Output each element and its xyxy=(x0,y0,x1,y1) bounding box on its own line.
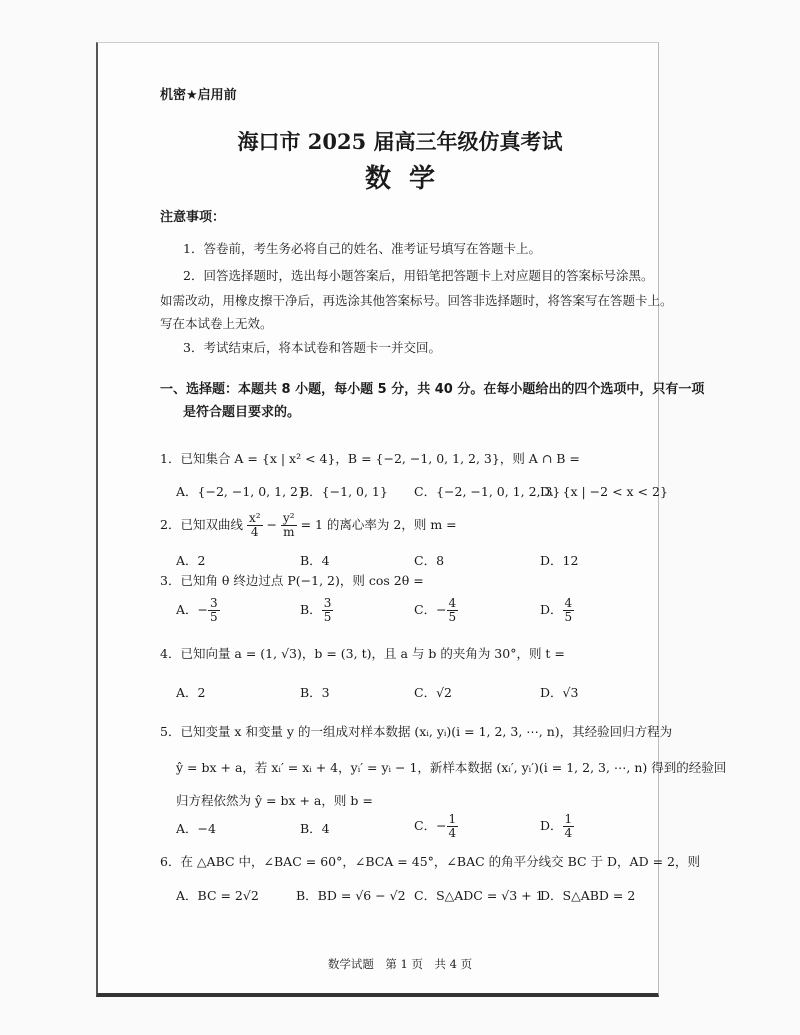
question-5-line-2: ŷ = bx + a，若 xᵢ′ = xᵢ + 4，yᵢ′ = yᵢ − 1，新样本数据 (xᵢ′, yᵢ′)(i = 1, 2, 3, ⋯, n) 得到的经验回 xyxy=(176,760,727,775)
option-prefix: C．− xyxy=(414,818,447,833)
question-6-option-d: D．S△ABD = 2 xyxy=(540,888,636,903)
fraction-denominator: 5 xyxy=(448,610,457,624)
minus-sign: − xyxy=(266,517,277,532)
question-5-option-b: B．4 xyxy=(300,821,330,836)
fraction-denominator: 4 xyxy=(250,525,259,539)
question-6-option-c: C．S△ADC = √3 + 1 xyxy=(414,888,544,903)
page-footer: 数学试题 第 1 页 共 4 页 xyxy=(327,957,473,971)
fraction-y2-over-m xyxy=(281,512,297,539)
fraction-numerator: x² xyxy=(248,511,261,525)
question-5-option-c xyxy=(414,813,458,840)
option-fraction xyxy=(563,597,575,624)
option-prefix: A．− xyxy=(176,602,209,617)
note-2-line-1: 2．回答选择题时，选出每小题答案后，用铅笔把答题卡上对应题目的答案标号涂黑。 xyxy=(183,268,654,283)
question-3-option-c xyxy=(414,597,458,624)
fraction-denominator: 5 xyxy=(564,610,573,624)
fraction-numerator: 4 xyxy=(564,596,573,610)
fraction-x2-over-4 xyxy=(247,512,263,539)
question-4-stem: 4．已知向量 a = (1, √3)，b = (3, t)，且 a 与 b 的夹角为 30°，则 t = xyxy=(160,646,565,661)
option-prefix: B． xyxy=(300,602,322,617)
note-3: 3．考试结束后，将本试卷和答题卡一并交回。 xyxy=(183,340,441,355)
question-2-option-d: D．12 xyxy=(540,553,579,568)
question-3-stem: 3．已知角 θ 终边过点 P(−1, 2)，则 cos 2θ = xyxy=(160,573,424,588)
question-5-line-3: 归方程依然为 ŷ = bx + a，则 b = xyxy=(176,793,373,808)
fraction-numerator: 3 xyxy=(210,596,218,610)
option-prefix: D． xyxy=(540,602,563,617)
note-2-line-2: 如需改动，用橡皮擦干净后，再选涂其他答案标号。回答非选择题时，将答案写在答题卡上。 xyxy=(160,293,673,308)
question-4-option-d: D．√3 xyxy=(540,685,579,700)
question-6-option-b: B．BD = √6 − √2 xyxy=(296,888,406,903)
subject-title: 数学 xyxy=(364,164,453,194)
fraction-numerator: y² xyxy=(282,511,295,525)
question-1-stem: 1．已知集合 A = {x | x² < 4}，B = {−2, −1, 0, 1, 2, 3}，则 A ∩ B = xyxy=(160,451,580,466)
question-2-suffix: = 1 的离心率为 2，则 m = xyxy=(300,517,457,532)
question-1-option-a: A．{−2, −1, 0, 1, 2} xyxy=(176,484,306,499)
option-fraction xyxy=(322,597,334,624)
question-3-option-d xyxy=(540,597,574,624)
fraction-denominator: 5 xyxy=(210,610,218,624)
question-2-option-c: C．8 xyxy=(414,553,445,568)
question-6-option-a: A．BC = 2√2 xyxy=(176,888,259,903)
fraction-numerator: 1 xyxy=(564,812,573,826)
question-2-option-b: B．4 xyxy=(300,553,330,568)
fraction-denominator: 5 xyxy=(323,610,332,624)
question-2-prefix: 2．已知双曲线 xyxy=(160,517,243,532)
fraction-denominator: m xyxy=(283,525,295,539)
section-heading-cont: 是符合题目要求的。 xyxy=(183,405,301,420)
option-fraction xyxy=(447,813,459,840)
note-2-line-3: 写在本试卷上无效。 xyxy=(160,316,273,331)
question-4-option-a: A．2 xyxy=(176,685,206,700)
question-2-stem xyxy=(160,512,457,539)
question-1-option-b: B．{−1, 0, 1} xyxy=(300,484,388,499)
question-5-option-a: A．−4 xyxy=(176,821,216,836)
question-4-option-c: C．√2 xyxy=(414,685,452,700)
question-5-option-d xyxy=(540,813,574,840)
question-5-line-1: 5．已知变量 x 和变量 y 的一组成对样本数据 (xᵢ, yᵢ)(i = 1, 2, 3, ⋯, n)，其经验回归方程为 xyxy=(160,724,673,739)
question-2-option-a: A．2 xyxy=(176,553,206,568)
question-3-option-b xyxy=(300,597,333,624)
fraction-denominator: 4 xyxy=(448,826,457,840)
option-fraction xyxy=(563,813,575,840)
note-1: 1．答卷前，考生务必将自己的姓名、准考证号填写在答题卡上。 xyxy=(183,241,541,256)
section-heading: 一、选择题：本题共 8 小题，每小题 5 分，共 40 分。在每小题给出的四个选项中，只有一项 xyxy=(160,382,705,397)
option-fraction xyxy=(208,597,220,624)
option-fraction xyxy=(447,597,459,624)
question-4-option-b: B．3 xyxy=(300,685,330,700)
exam-title: 海口市 2025 届高三年级仿真考试 xyxy=(237,129,563,154)
confidential-label: 机密★启用前 xyxy=(160,88,237,103)
notes-heading: 注意事项： xyxy=(160,210,226,225)
question-1-option-c: C．{−2, −1, 0, 1, 2, 3} xyxy=(414,484,561,499)
fraction-denominator: 4 xyxy=(564,826,573,840)
question-3-option-a xyxy=(176,597,220,624)
fraction-numerator: 4 xyxy=(448,596,457,610)
option-prefix: D． xyxy=(540,818,563,833)
option-prefix: C．− xyxy=(414,602,447,617)
question-1-option-d: D．{x | −2 < x < 2} xyxy=(540,484,668,499)
fraction-numerator: 1 xyxy=(448,812,457,826)
fraction-numerator: 3 xyxy=(323,596,332,610)
question-6-stem: 6．在 △ABC 中，∠BAC = 60°，∠BCA = 45°，∠BAC 的角平分线交 BC 于 D，AD = 2，则 xyxy=(160,854,700,869)
